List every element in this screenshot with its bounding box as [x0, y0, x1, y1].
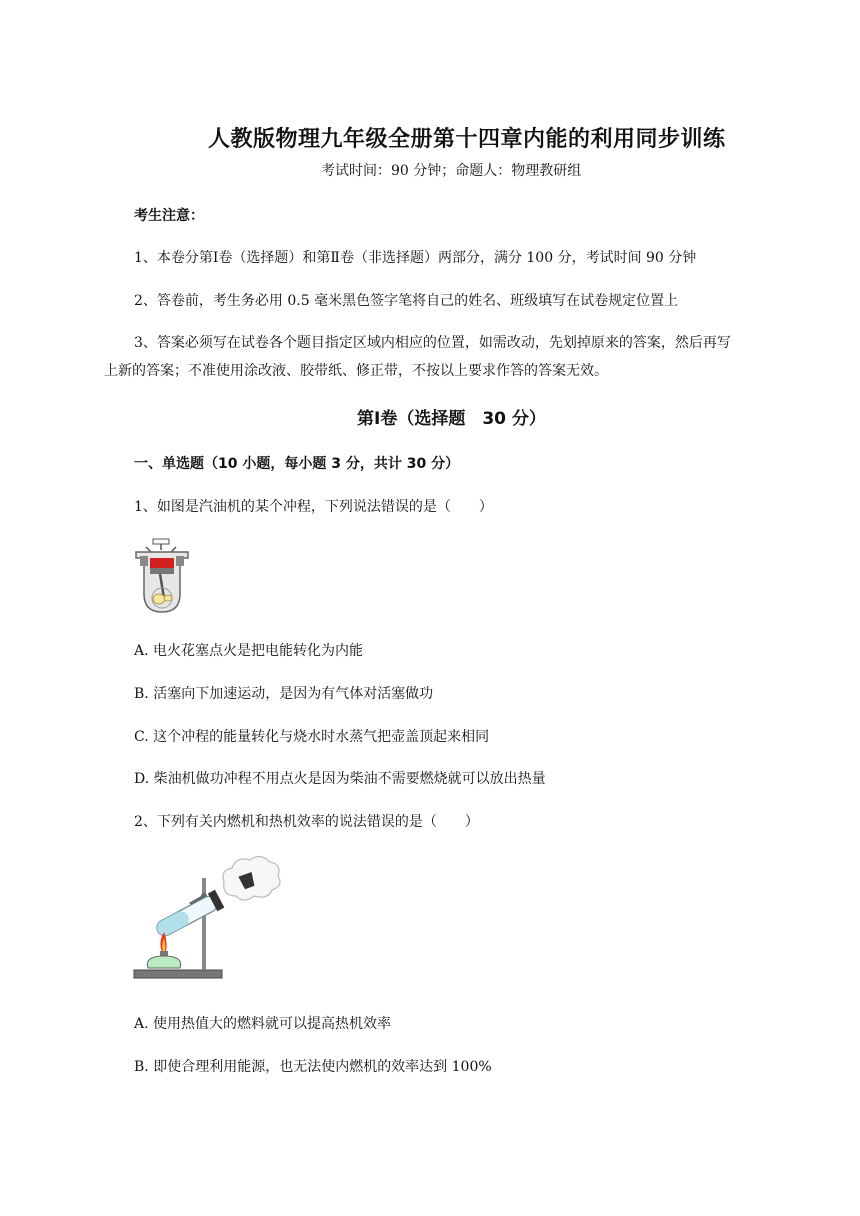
part-heading: 一、单选题（10 小题，每小题 3 分，共计 30 分） [134, 456, 460, 472]
question-1-option-c: C. 这个冲程的能量转化与烧水时水蒸气把壶盖顶起来相同 [134, 729, 490, 745]
question-1-stem: 1、如图是汽油机的某个冲程，下列说法错误的是（ ） [134, 499, 493, 515]
page-title: 人教版物理九年级全册第十四章内能的利用同步训练 [208, 127, 726, 152]
question-2-option-b: B. 即使合理利用能源，也无法使内燃机的效率达到 100% [134, 1059, 492, 1075]
notice-heading: 考生注意： [134, 208, 204, 224]
notice-item-3-line2: 上新的答案；不准使用涂改液、胶带纸、修正带，不按以上要求作答的答案无效。 [104, 363, 608, 379]
exam-info: 考试时间：90 分钟；命题人：物理教研组 [321, 163, 582, 179]
question-2-option-a: A. 使用热值大的燃料就可以提高热机效率 [134, 1016, 392, 1032]
question-1-option-a: A. 电火花塞点火是把电能转化为内能 [134, 643, 364, 659]
question-1-option-d: D. 柴油机做功冲程不用点火是因为柴油不需要燃烧就可以放出热量 [134, 771, 546, 787]
notice-item-2: 2、答卷前，考生务必用 0.5 毫米黑色签字笔将自己的姓名、班级填写在试卷规定位置上 [134, 293, 679, 309]
notice-item-3-line1: 3、答案必须写在试卷各个题目指定区域内相应的位置，如需改动，先划掉原来的答案，然后再写 [134, 335, 731, 351]
section-title: 第Ⅰ卷（选择题 30 分） [357, 409, 546, 429]
question-1-option-b: B. 活塞向下加速运动，是因为有气体对活塞做功 [134, 686, 434, 702]
test-tube-experiment-figure [132, 852, 282, 984]
question-2-stem: 2、下列有关内燃机和热机效率的说法错误的是（ ） [134, 814, 479, 830]
engine-stroke-figure [132, 538, 192, 614]
notice-item-1: 1、本卷分第Ⅰ卷（选择题）和第Ⅱ卷（非选择题）两部分，满分 100 分，考试时间 90 分钟 [134, 250, 697, 266]
